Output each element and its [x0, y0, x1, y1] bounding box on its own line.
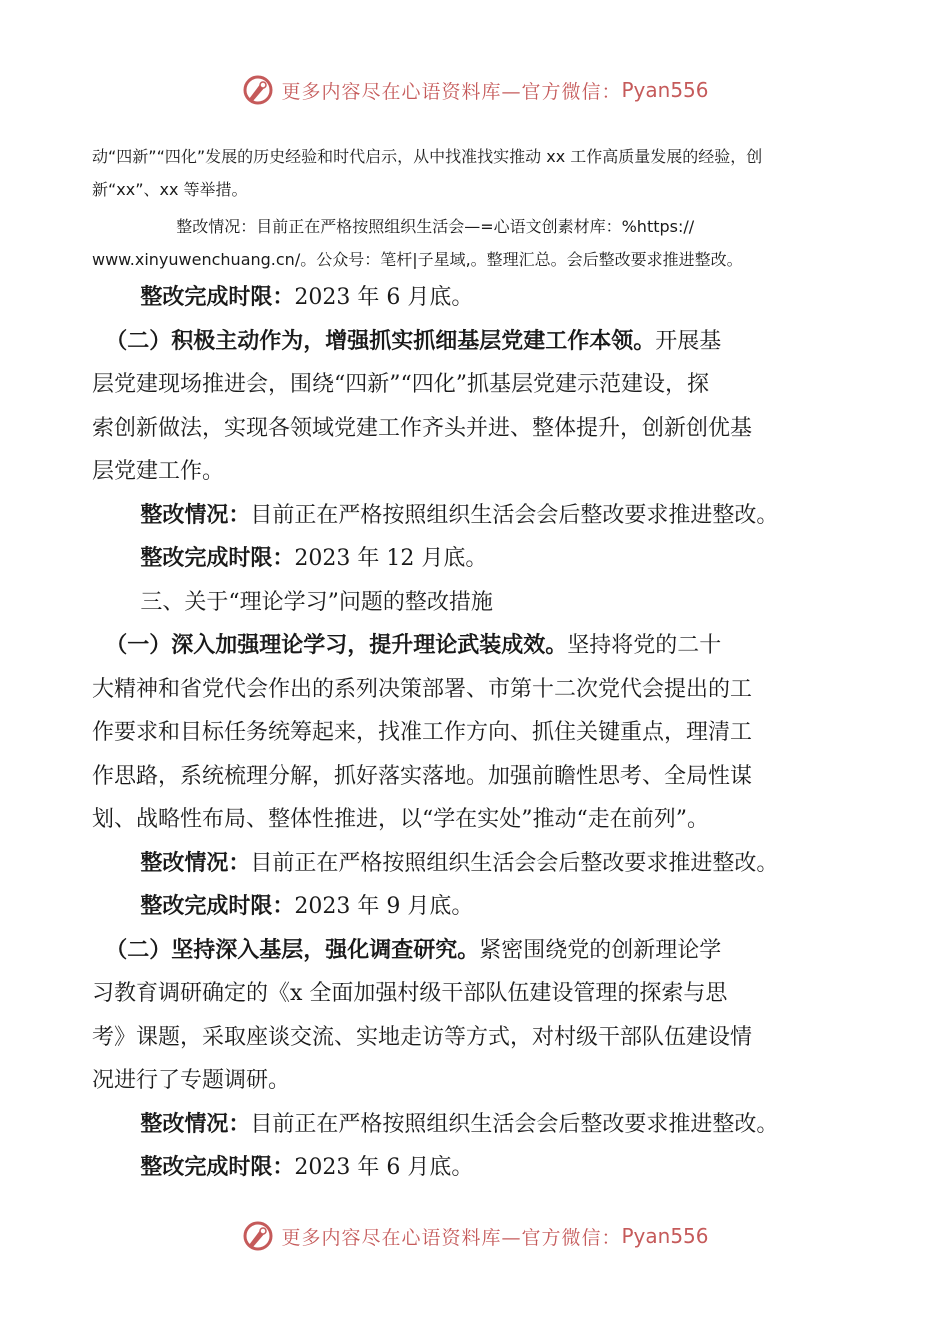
measure-heading: （二）坚持深入基层，强化调查研究。: [105, 936, 480, 963]
deadline-paragraph: [92, 537, 882, 581]
status-paragraph: [92, 1103, 882, 1147]
deadline-value: 2023 年 6 月底。: [294, 285, 474, 310]
body-text: 坚持将党的二十: [567, 633, 722, 658]
intro-line: 动“四新”“四化”发展的历史经验和时代启示，从中找准找实推动 xx 工作高质量发展的经验，创: [92, 147, 763, 166]
status-value: 目前正在严格按照组织生活会会后整改要求推进整改。: [250, 502, 779, 528]
intro-status-line: 整改情况：目前正在严格按照组织生活会—=心语文创素材库：%https://: [176, 217, 695, 236]
wechat-id: Pyan556: [621, 78, 709, 102]
body-text: 索创新做法，实现各领域党建工作齐头并进、整体提升，创新创优基: [92, 415, 753, 441]
wechat-id: Pyan556: [621, 1224, 709, 1248]
body-text: 开展基: [655, 328, 722, 354]
status-paragraph: [92, 494, 882, 538]
body-text: 大精神和省党代会作出的系列决策部署、市第十二次党代会提出的工: [92, 676, 753, 702]
deadline-paragraph: [92, 885, 882, 929]
deadline-label: 整改完成时限：: [140, 284, 295, 310]
header-banner: [0, 70, 950, 110]
body-text: 紧密围绕党的创新理论学: [479, 937, 722, 963]
deadline-label: 整改完成时限：: [140, 1154, 295, 1180]
banner-text: 更多内容尽在心语资料库—官方微信：: [281, 80, 622, 103]
body-text: 层党建现场推进会，围绕“四新”“四化”抓基层党建示范建设，探: [92, 372, 709, 397]
deadline-value: 2023 年 6 月底。: [294, 1155, 474, 1180]
status-value: 目前正在严格按照组织生活会会后整改要求推进整改。: [250, 1111, 779, 1137]
status-label: 整改情况：: [140, 501, 251, 528]
intro-status-line: www.xinyuwenchuang.cn/。公众号：笔杆|子星域,。整理汇总。会后整改要求推进整改。: [92, 250, 743, 269]
status-paragraph: [92, 842, 882, 886]
brand-logo-icon: [241, 1219, 275, 1253]
main-body: [92, 276, 882, 1190]
measure-paragraph: [92, 320, 882, 494]
body-text: 考》课题，采取座谈交流、实地走访等方式，对村级干部队伍建设情: [92, 1024, 753, 1050]
body-text: 层党建工作。: [92, 459, 225, 484]
measure-paragraph: [92, 624, 882, 842]
intro-line: 新“xx”、xx 等举措。: [92, 180, 248, 199]
measure-heading: （一）深入加强理论学习，提升理论武装成效。: [105, 632, 568, 658]
status-label: 整改情况：: [140, 849, 251, 876]
section-title: 三、关于“理论学习”问题的整改措施: [140, 589, 493, 615]
deadline-label: 整改完成时限：: [140, 893, 295, 919]
body-text: 况进行了专题调研。: [92, 1068, 291, 1093]
intro-block: [92, 140, 882, 276]
body-text: 划、战略性布局、整体性推进，以“学在实处”推动“走在前列”。: [92, 807, 709, 832]
deadline-value: 2023 年 12 月底。: [294, 546, 488, 571]
status-value: 目前正在严格按照组织生活会会后整改要求推进整改。: [250, 850, 779, 876]
deadline-label: 整改完成时限：: [140, 545, 295, 571]
body-text: 作要求和目标任务统筹起来，找准工作方向、抓住关键重点，理清工: [92, 720, 753, 745]
deadline-value: 2023 年 9 月底。: [294, 894, 474, 919]
measure-heading: （二）积极主动作为，增强抓实抓细基层党建工作本领。: [105, 327, 656, 354]
deadline-paragraph: [92, 276, 882, 320]
body-text: 习教育调研确定的《x 全面加强村级干部队伍建设管理的探索与思: [92, 981, 728, 1006]
brand-logo-icon: [241, 73, 275, 107]
footer-banner: [0, 1216, 950, 1256]
status-label: 整改情况：: [140, 1110, 251, 1137]
measure-paragraph: [92, 929, 882, 1103]
body-text: 作思路，系统梳理分解，抓好落实落地。加强前瞻性思考、全局性谋: [92, 763, 753, 789]
deadline-paragraph: [92, 1146, 882, 1190]
banner-text: 更多内容尽在心语资料库—官方微信：: [281, 1226, 622, 1249]
